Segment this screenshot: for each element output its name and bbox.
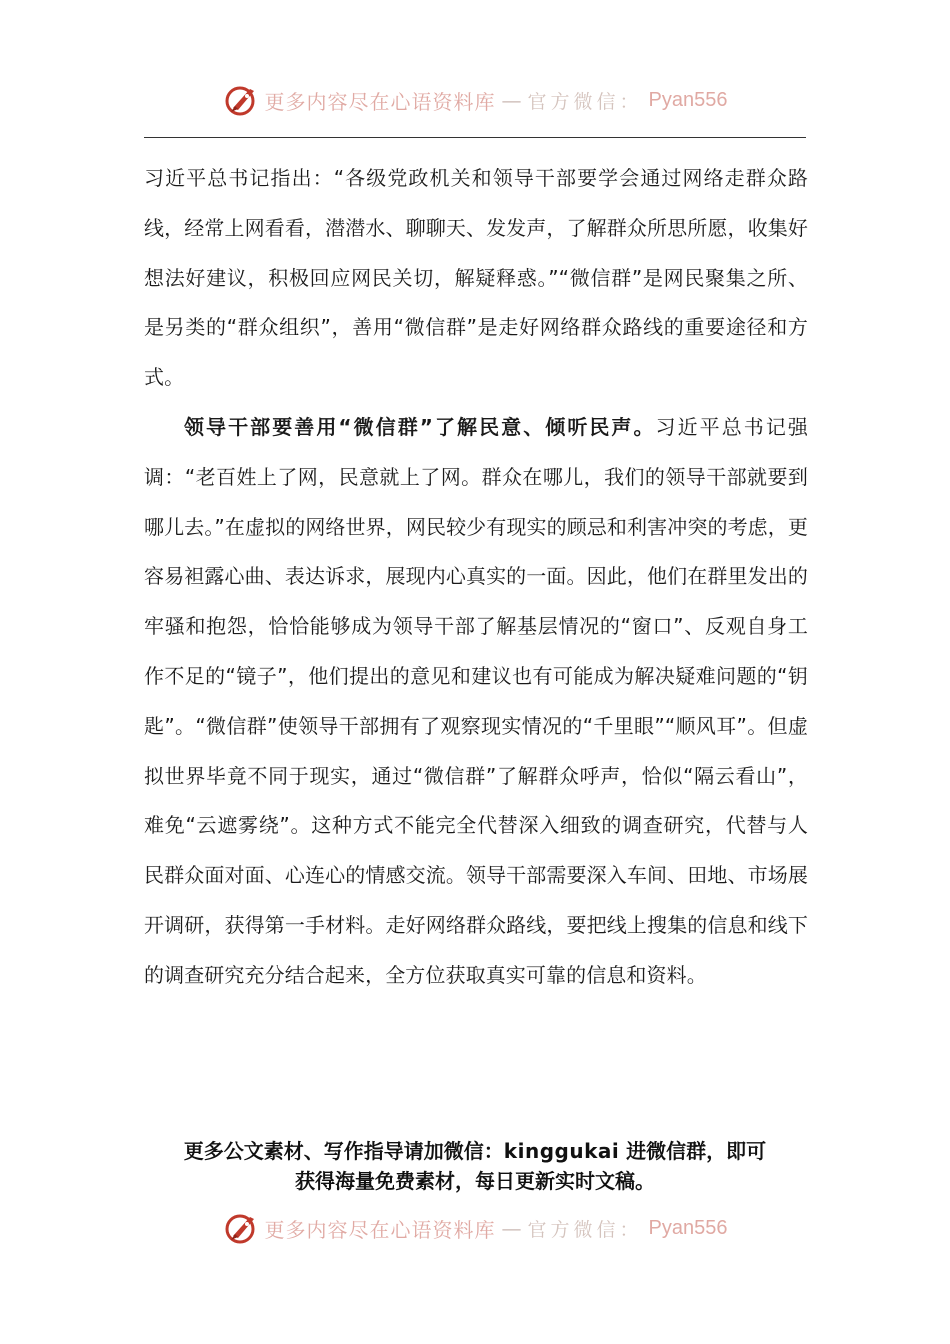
banner-wechat-id: Pyan556 bbox=[648, 88, 728, 111]
paragraph-body: 习近平总书记强调：“老百姓上了网，民意就上了网。群众在哪儿，我们的领导干部就要到哪儿去。”在虚拟的网络世界，网民较少有现实的顾忌和利害冲突的考虑，更容易袒露心曲、表达诉求，展现内心真实的一面。因此，他们在群里发出的牢骚和抱怨，恰恰能够成为领导干部了解基层情况的“窗口”、反观自身工作不足的“镜子”，他们提出的意见和建议也有可能成为解决疑难问题的“钥匙”。“微信群”使领导干部拥有了观察现实情况的“千里眼”“顺风耳”。但虚拟世界毕竟不同于现实，通过“微信群”了解群众呼声，恰似“隔云看山”，难免“云遮雾绕”。这种方式不能完全代替深入细致的调查研究，代替与人民群众面对面、心连心的情感交流。领导干部需要深入车间、田地、市场展开调研，获得第一手材料。走好网络群众路线，要把线上搜集的信息和线下的调查研究充分结合起来，全方位获取真实可靠的信息和资料。 bbox=[144, 414, 808, 987]
cta-wechat-id: kinggukai bbox=[503, 1139, 620, 1163]
footer-cta bbox=[120, 1136, 830, 1196]
banner-wechat-label: 官方微信： bbox=[527, 1218, 643, 1241]
article-paragraph-2 bbox=[144, 403, 808, 1001]
pen-logo-icon bbox=[223, 82, 259, 118]
paragraph-lead: 领导干部要善用“微信群”了解民意、倾听民声。 bbox=[184, 414, 656, 439]
banner-wechat-id: Pyan556 bbox=[648, 1216, 728, 1239]
header-divider bbox=[144, 137, 806, 138]
header-banner bbox=[0, 82, 950, 118]
banner-dash: — bbox=[501, 88, 522, 112]
footer-banner bbox=[0, 1210, 950, 1246]
article-body bbox=[144, 154, 808, 1001]
footer-cta-line-2: 获得海量免费素材，每日更新实时文稿。 bbox=[295, 1169, 655, 1193]
banner-wechat-label: 官方微信： bbox=[527, 90, 643, 113]
banner-text: 更多内容尽在心语资料库 bbox=[264, 89, 496, 114]
banner-dash: — bbox=[501, 1216, 522, 1240]
cta-text-b: 进微信群，即可 bbox=[619, 1139, 767, 1163]
footer-cta-line-1 bbox=[120, 1136, 830, 1166]
article-paragraph-1: 习近平总书记指出：“各级党政机关和领导干部要学会通过网络走群众路线，经常上网看看，潜潜水、聊聊天、发发声，了解群众所思所愿，收集好想法好建议，积极回应网民关切，解疑释惑。”“微信群”是网民聚集之所、是另类的“群众组织”，善用“微信群”是走好网络群众路线的重要途径和方式。 bbox=[144, 166, 808, 390]
pen-logo-icon bbox=[223, 1210, 259, 1246]
banner-text: 更多内容尽在心语资料库 bbox=[264, 1217, 496, 1242]
cta-text-a: 更多公文素材、写作指导请加微信： bbox=[183, 1139, 504, 1163]
